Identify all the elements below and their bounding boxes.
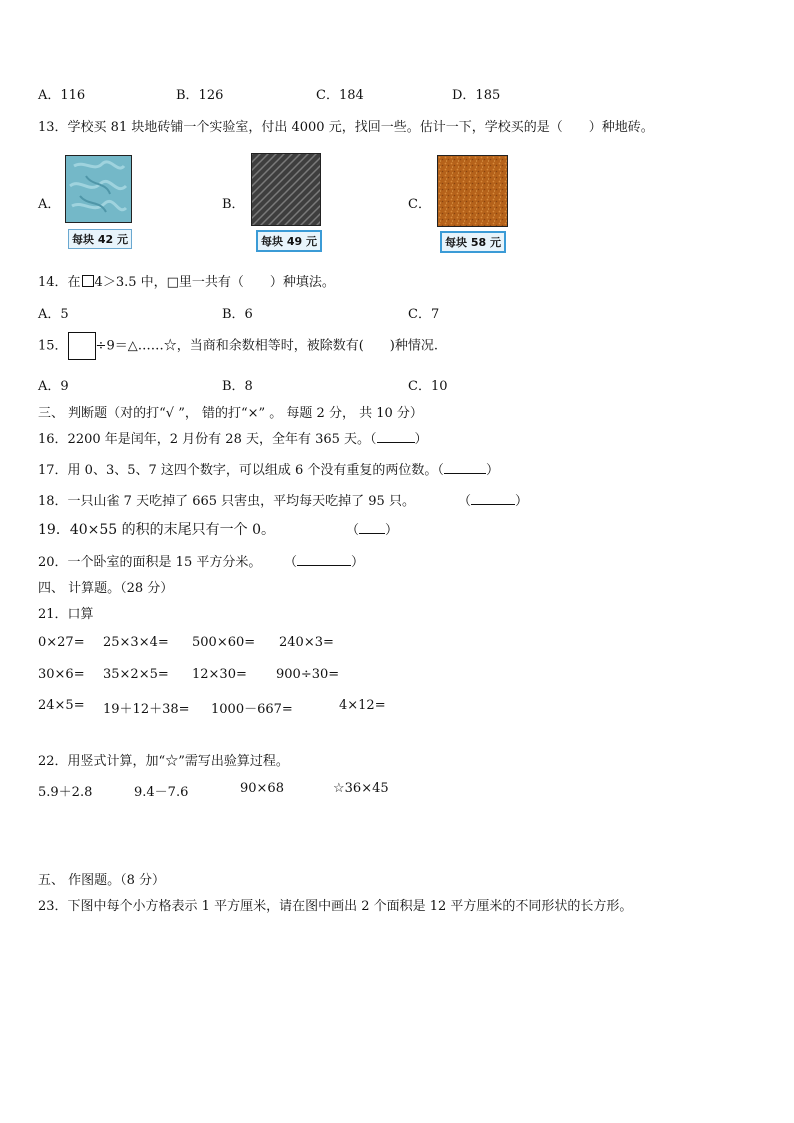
q12-option-d[interactable]: D．185 bbox=[452, 88, 501, 103]
q17-close-paren: ） bbox=[485, 463, 499, 478]
q21-item[interactable]: 500×60= bbox=[192, 635, 256, 650]
q18-close-paren: ） bbox=[515, 494, 529, 509]
q14-blank-box[interactable] bbox=[82, 275, 94, 287]
q22-item[interactable]: 90×68 bbox=[240, 781, 284, 796]
q18-answer bbox=[458, 490, 528, 509]
q14-option-b[interactable]: B．6 bbox=[222, 307, 253, 322]
q21-item[interactable]: 900÷30= bbox=[276, 667, 340, 682]
q14-option-a[interactable]: A．5 bbox=[38, 307, 69, 322]
q22-title: 22．用竖式计算，加“☆”需写出验算过程。 bbox=[38, 754, 289, 769]
q13-option-c-label[interactable]: C． bbox=[408, 197, 431, 212]
q21-item[interactable]: 240×3= bbox=[279, 635, 334, 650]
tile-c-price: 每块 58 元 bbox=[440, 231, 506, 253]
q15-text bbox=[38, 332, 438, 360]
q20-statement: 20．一个卧室的面积是 15 平方分米。 bbox=[38, 555, 262, 570]
q13-text: 13．学校买 81 块地砖铺一个实验室，付出 4000 元，找回一些。估计一下，学校买的是（ ）种地砖。 bbox=[38, 120, 654, 135]
q18-text bbox=[38, 490, 415, 509]
q20-answer bbox=[284, 551, 364, 570]
q13-option-b-label[interactable]: B． bbox=[222, 197, 245, 212]
q21-item[interactable]: 1000－667= bbox=[211, 702, 293, 717]
q15-option-b[interactable]: B．8 bbox=[222, 379, 253, 394]
q16-text bbox=[38, 428, 428, 447]
tile-b-pattern bbox=[252, 154, 320, 225]
q21-item[interactable]: 24×5= bbox=[38, 698, 85, 713]
q21-item[interactable]: 25×3×4= bbox=[103, 635, 169, 650]
q14-prefix: 14．在 bbox=[38, 275, 81, 290]
q13-option-a-label[interactable]: A． bbox=[38, 197, 61, 212]
q19-answer bbox=[346, 519, 398, 538]
q21-item[interactable]: 4×12= bbox=[339, 698, 386, 713]
q21-item[interactable]: 0×27= bbox=[38, 635, 85, 650]
q21-item[interactable]: 35×2×5= bbox=[103, 667, 169, 682]
q21-item[interactable]: 30×6= bbox=[38, 667, 85, 682]
q19-close-paren: ） bbox=[385, 523, 399, 538]
q20-text bbox=[38, 551, 261, 570]
q23-text: 23．下图中每个小方格表示 1 平方厘米，请在图中画出 2 个面积是 12 平方厘米的不同形状的长方形。 bbox=[38, 899, 633, 914]
q18-open-paren: （ bbox=[458, 494, 472, 509]
q19-answer-blank[interactable] bbox=[359, 521, 385, 534]
tile-a-price: 每块 42 元 bbox=[68, 229, 132, 249]
q19-open-paren: （ bbox=[346, 523, 360, 538]
tile-c-pattern bbox=[438, 156, 507, 226]
q19-text bbox=[38, 519, 275, 539]
tile-a-image bbox=[65, 155, 132, 223]
q17-text bbox=[38, 459, 499, 478]
q17-answer-blank[interactable] bbox=[444, 461, 486, 474]
q12-option-c[interactable]: C．184 bbox=[316, 88, 364, 103]
q21-title: 21．口算 bbox=[38, 607, 94, 622]
q22-item[interactable]: 5.9＋2.8 bbox=[38, 785, 93, 800]
q18-answer-blank[interactable] bbox=[471, 492, 515, 505]
q12-option-b[interactable]: B．126 bbox=[176, 88, 224, 103]
q14-option-c[interactable]: C．7 bbox=[408, 307, 440, 322]
tile-a-pattern bbox=[66, 156, 131, 222]
q17-statement: 17．用 0、3、5、7 这四个数字，可以组成 6 个没有重复的两位数。（ bbox=[38, 463, 444, 478]
q14-suffix: 4＞3.5 中，□里一共有（ ）种填法。 bbox=[94, 275, 335, 290]
q22-item[interactable]: 9.4－7.6 bbox=[134, 785, 189, 800]
q16-answer-blank[interactable] bbox=[377, 430, 415, 443]
q20-open-paren: （ bbox=[284, 555, 298, 570]
q22-item[interactable]: ☆36×45 bbox=[333, 781, 389, 796]
q20-close-paren: ） bbox=[351, 555, 365, 570]
section-3-title: 三、 判断题（对的打“√ ”， 错的打“×” 。 每题 2 分， 共 10 分） bbox=[38, 406, 423, 421]
q21-item[interactable]: 19＋12＋38= bbox=[103, 702, 190, 717]
section-4-title: 四、 计算题。（28 分） bbox=[38, 581, 174, 596]
q15-body: ÷9＝△……☆，当商和余数相等时，被除数有( )种情况. bbox=[95, 338, 438, 354]
q15-number: 15． bbox=[38, 338, 68, 354]
q15-option-c[interactable]: C．10 bbox=[408, 379, 448, 394]
q20-answer-blank[interactable] bbox=[297, 553, 351, 566]
q21-item[interactable]: 12×30= bbox=[192, 667, 247, 682]
tile-b-image bbox=[251, 153, 321, 226]
q18-statement: 18．一只山雀 7 天吃掉了 665 只害虫，平均每天吃掉了 95 只。 bbox=[38, 494, 415, 509]
q14-text bbox=[38, 271, 335, 290]
q16-close-paren: ） bbox=[414, 432, 428, 447]
q16-statement: 16．2200 年是闰年，2 月份有 28 天，全年有 365 天。（ bbox=[38, 432, 377, 447]
q15-option-a[interactable]: A．9 bbox=[38, 379, 69, 394]
section-5-title: 五、 作图题。（8 分） bbox=[38, 873, 166, 888]
q12-option-a[interactable]: A．116 bbox=[38, 88, 86, 103]
q19-statement: 19．40×55 的积的末尾只有一个 0。 bbox=[38, 522, 275, 538]
tile-c-image bbox=[437, 155, 508, 227]
tile-b-price: 每块 49 元 bbox=[256, 230, 322, 252]
q15-dividend-box[interactable] bbox=[68, 332, 96, 360]
